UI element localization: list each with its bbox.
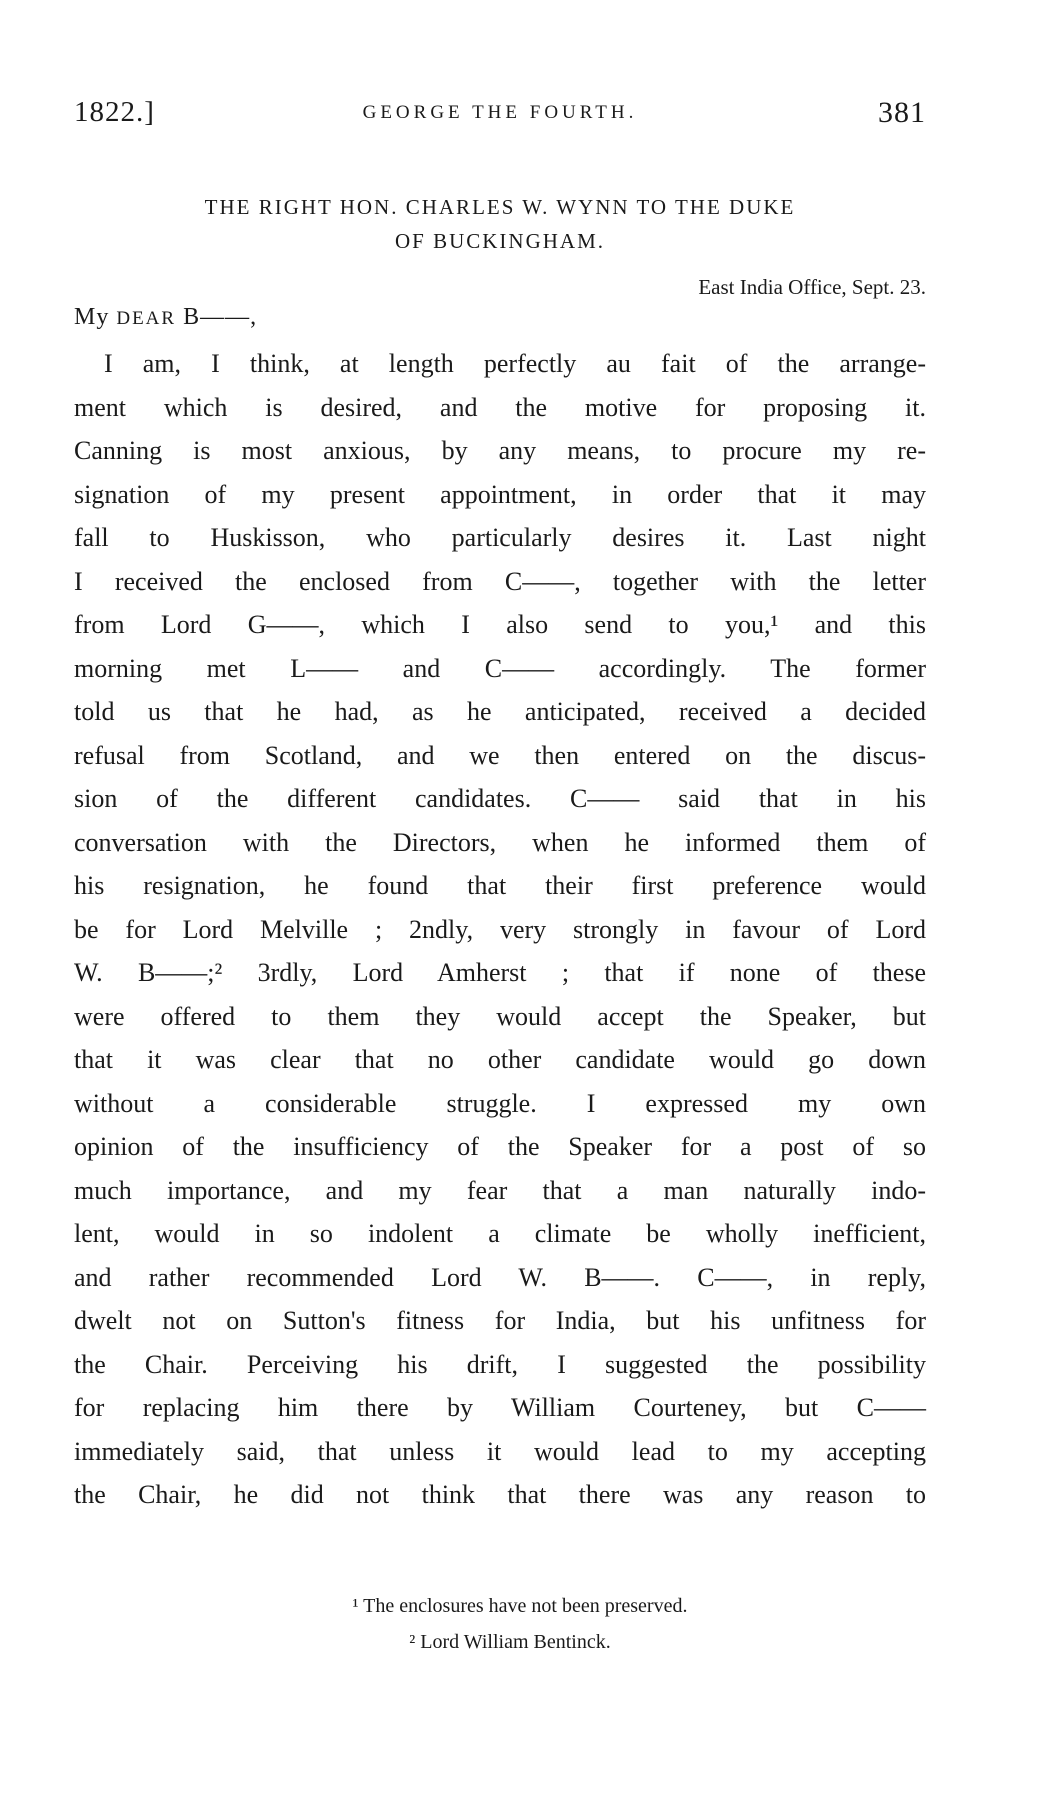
body-line: conversation with the Directors, when he informed them of [74, 827, 926, 857]
page-number: 381 [878, 96, 926, 129]
footnote-2: ² Lord William Bentinck. [409, 1631, 611, 1653]
body-line: much importance, and my fear that a man naturally indo- [74, 1175, 926, 1205]
body-line: from Lord G——, which I also send to you,¹ and this [74, 610, 926, 639]
body-line: that it was clear that no other candidate would go down [74, 1045, 926, 1074]
body-line: told us that he had, as he anticipated, received a decided [74, 697, 926, 726]
running-head-title: GEORGE THE FOURTH. [362, 102, 638, 123]
body-line: be for Lord Melville ; 2ndly, very strongly in favour of Lord [74, 914, 926, 944]
body-line: I received the enclosed from C——, together with the letter [74, 566, 926, 596]
body-line: immediately said, that unless it would lead to my accepting [74, 1436, 926, 1466]
letter-heading [74, 190, 926, 258]
body-line: morning met L—— and C—— accordingly. The former [74, 653, 926, 683]
letter-dateline: East India Office, Sept. 23. [698, 275, 926, 299]
body-line: opinion of the insufficiency of the Speaker for a post of so [74, 1132, 926, 1161]
body-line: the Chair, he did not think that there was any reason to [74, 1480, 926, 1509]
body-line: and rather recommended Lord W. B——. C——, in reply, [74, 1262, 926, 1292]
body-line: W. B——;² 3rdly, Lord Amherst ; that if none of these [74, 958, 926, 987]
letter-heading-line-1: THE RIGHT HON. CHARLES W. WYNN TO THE DUKE [204, 195, 796, 219]
body-line: Canning is most anxious, by any means, to procure my re- [74, 436, 926, 465]
footnote-1: ¹ The enclosures have not been preserved. [352, 1595, 688, 1617]
letter-salutation [74, 304, 257, 331]
running-head-year: 1822.] [74, 96, 155, 128]
salutation-name: B——, [183, 304, 258, 330]
body-line: signation of my present appointment, in order that it may [74, 479, 926, 509]
body-line: sion of the different candidates. C—— said that in his [74, 784, 926, 813]
body-line: fall to Huskisson, who particularly desires it. Last night [74, 523, 926, 552]
salutation-dear: DEAR [116, 308, 177, 329]
body-line: without a considerable struggle. I expressed my own [74, 1088, 926, 1118]
footnotes [74, 1588, 926, 1660]
body-line: his resignation, he found that their first preference would [74, 871, 926, 900]
body-line: the Chair. Perceiving his drift, I suggested the possibility [74, 1349, 926, 1379]
body-line: I am, I think, at length perfectly au fait of the arrange- [104, 349, 926, 378]
letter-heading-line-2: OF BUCKINGHAM. [394, 229, 606, 253]
body-line: for replacing him there by William Courteney, but C—— [74, 1393, 926, 1422]
body-line: lent, would in so indolent a climate be wholly inefficient, [74, 1219, 926, 1248]
body-line: were offered to them they would accept the Speaker, but [74, 1001, 926, 1031]
letter-body [74, 342, 926, 1517]
running-head [74, 96, 926, 136]
salutation-my: My [74, 304, 110, 330]
body-line: refusal from Scotland, and we then entered on the discus- [74, 740, 926, 770]
body-line: dwelt not on Sutton's fitness for India, but his unfitness for [74, 1306, 926, 1335]
body-line: ment which is desired, and the motive for proposing it. [74, 392, 926, 422]
